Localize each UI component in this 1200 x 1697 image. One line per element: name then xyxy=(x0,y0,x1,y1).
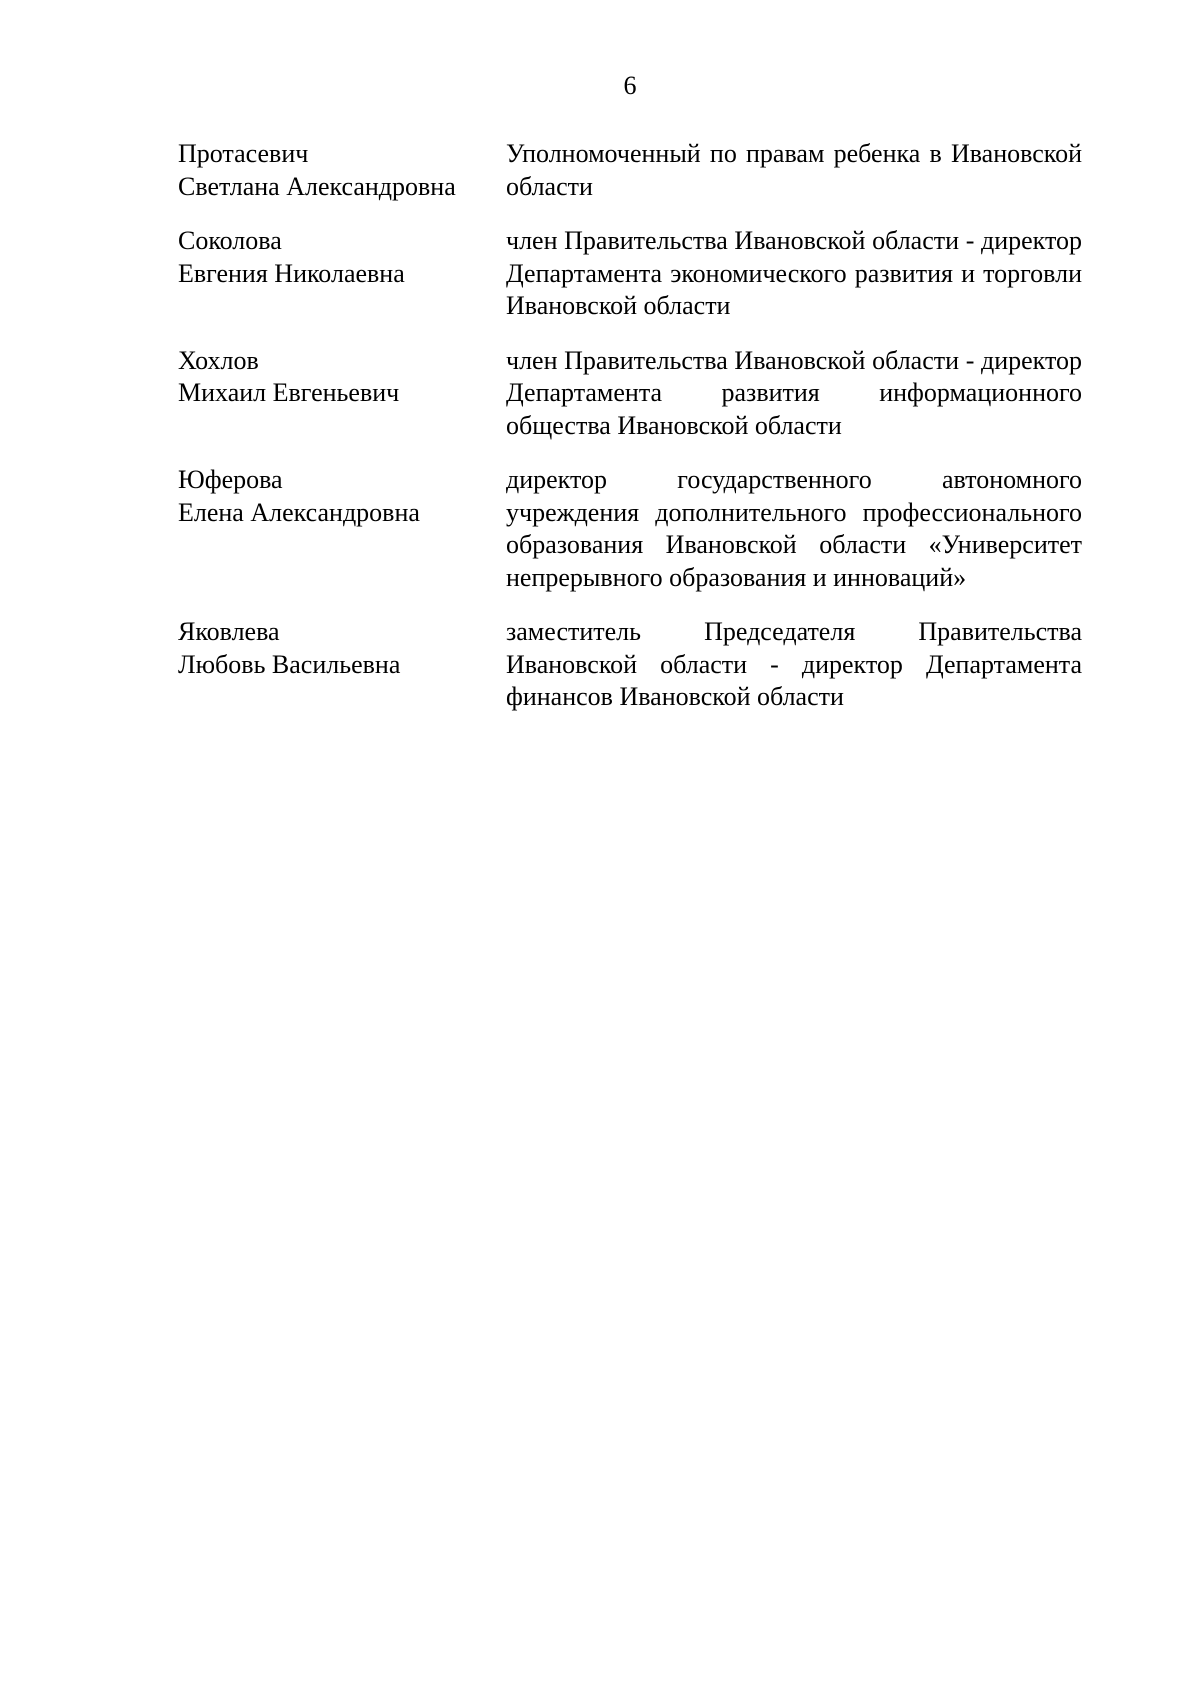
member-row xyxy=(178,345,1082,443)
member-given-names: Елена Александровна xyxy=(178,497,420,527)
member-position: Уполномоченный по правам ребенка в Ивановской области xyxy=(506,139,1082,201)
member-name xyxy=(178,464,506,529)
member-given-names: Любовь Васильевна xyxy=(178,649,401,679)
member-given-names: Светлана Александровна xyxy=(178,171,456,201)
member-position: заместитель Председателя Правительства Ивановской области - директор Департамента финансов Ивановской области xyxy=(506,617,1082,711)
member-row xyxy=(178,138,1082,203)
member-row xyxy=(178,464,1082,594)
member-row xyxy=(178,225,1082,323)
member-given-names: Михаил Евгеньевич xyxy=(178,378,400,407)
member-position: член Правительства Ивановской области - директор Департамента развития информационного общества Ивановской области xyxy=(506,345,1082,440)
member-row xyxy=(178,616,1082,714)
member-surname: Яковлева xyxy=(178,617,280,646)
member-name xyxy=(178,225,506,290)
member-name xyxy=(178,616,506,681)
member-surname: Соколова xyxy=(178,226,282,255)
member-name xyxy=(178,138,506,203)
member-position: директор государственного автономного учреждения дополнительного профессионального образования Ивановской области «Университет непрерывного образования и инноваций» xyxy=(506,465,1082,592)
member-surname: Юферова xyxy=(178,465,283,494)
member-given-names: Евгения Николаевна xyxy=(178,258,405,288)
member-surname: Хохлов xyxy=(178,345,259,375)
page-number: 6 xyxy=(623,71,637,100)
members-list xyxy=(178,138,1082,736)
member-name xyxy=(178,345,506,410)
member-surname: Протасевич xyxy=(178,139,309,168)
member-position: член Правительства Ивановской области - директор Департамента экономического развития и торговли Ивановской области xyxy=(506,226,1082,320)
